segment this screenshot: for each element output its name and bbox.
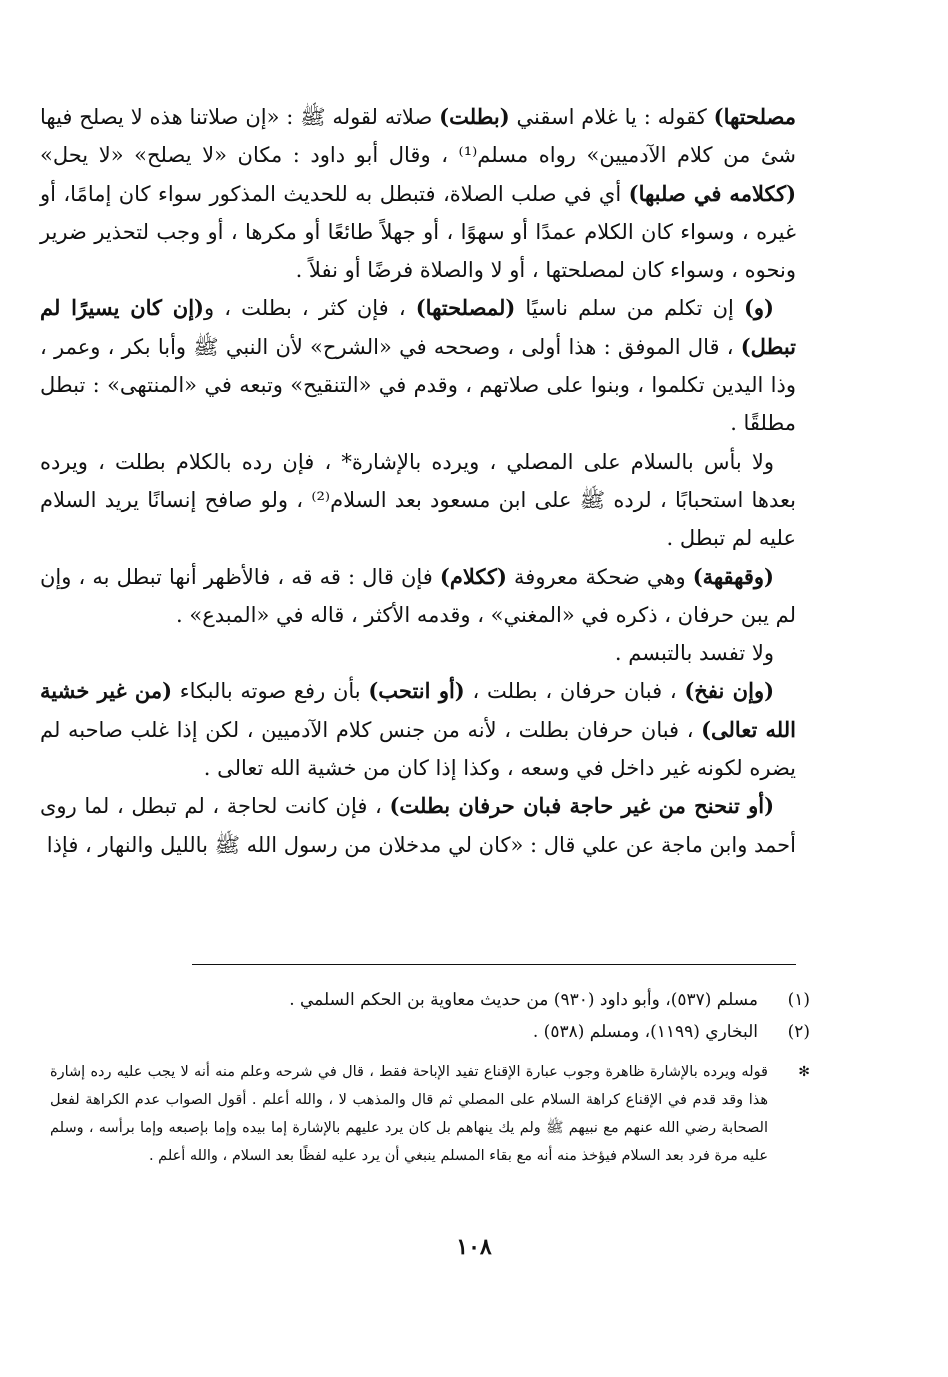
bold-matn-text: (أو تنحنح من غير حاجة فبان حرفان بطلت) [389,793,775,819]
sharh-text: وهي ضحكة معروفة [506,564,693,589]
footnote-number: (١) [787,990,810,1010]
marginal-note-text: قوله ويرده بالإشارة ظاهرة وجوب عبارة الإقناع تفيد الإباحة فقط ، قال في شرحه وعلم منه أنه لا يجب عليه رده إشارة هذا وقد قدم في الإقناع كراهة السلام على المصلي ثم قال والمذهب لا ، والله أعلم . أقول الصواب عدم الكراهة لفعل الصحابة رضي الله عنهم مع نبيهم ﷺ ولم يك ينهاهم بل كان يرد عليهم بالإشارة إما بيده وإما بإصبعه وإما برأسه ، وسلم عليه مرة فرد بعد السلام فيؤخذ منه أنه مع بقاء المسلم ينبغي أن يرد عليه لفظًا بعد السلام ، والله أعلم . [50,1064,768,1164]
paragraph [40,787,796,864]
page-body [40,98,796,864]
sharh-text: صلاته لقوله ﷺ : «إن صلاتنا هذه لا يصلح فيها شئ من كلام الآدميين» رواه مسلم⁽¹⁾ ، وقال أبو داود : مكان «لا يصلح» «لا يحل» [40,105,796,168]
footnote-text: البخاري (١١٩٩)، ومسلم (٥٣٨) . [532,1022,758,1042]
paragraph [40,634,796,672]
sharh-text: ولا تفسد بالتبسم . [614,641,774,666]
sharh-text: ، فإن كثر ، بطلت ، و [204,296,416,321]
asterisk-icon: ✻ [798,1064,810,1080]
footnote-number: (٢) [787,1022,810,1042]
bold-matn-text: (و) [743,295,774,321]
bold-matn-text: (من غير خشية الله تعالى) [40,678,796,742]
sharh-text: ، قال الموفق : هذا أولى ، وصححه في «الشرح» لأن النبي ﷺ وأبا بكر ، وعمر ، وذا اليدين تكلموا ، وبنوا على صلاتهم ، وقدم في «التنقيح» وتبعه في «المنتهى» : تبطل مطلقًا . [40,334,796,436]
footnote-1 [40,984,810,1016]
paragraph [40,443,796,558]
paragraph [40,98,796,289]
bold-matn-text: مصلحتها) [713,104,796,129]
footnote-2 [40,1016,810,1048]
page-number: ١٠٨ [456,1234,492,1260]
sharh-text: فإن قال : قه قه ، فالأظهر أنها تبطل به ، وإن لم يبن حرفان ، ذكره في «المغني» ، وقدمه الأكثر ، قاله في «المبدع» . [40,564,796,627]
sharh-text: ، فبان حرفان بطلت ، لأنه من جنس كلام الآدميين ، لكن إذا غلب صاحبه لم يضره لكونه غير داخل في وسعه ، وكذا إذا كان من خشية الله تعالى . [40,717,796,781]
bold-matn-text: (إن كان يسيرًا لم تبطل) [40,295,796,359]
sharh-text: ، فإن كانت لحاجة ، لم تبطل ، لما روى أحمد وابن ماجة عن علي قال : «كان لي مدخلان من رسول الله ﷺ بالليل والنهار ، فإذا [40,794,796,857]
sharh-text: كقوله : يا غلام اسقني [509,105,714,129]
sharh-text: إن تكلم من سلم ناسيًا [515,296,744,321]
paragraph [40,672,796,787]
bold-matn-text: (لمصلحتها) [415,295,516,321]
bold-matn-text: (أو انتحب) [368,678,465,704]
sharh-text: ولا بأس بالسلام على المصلي ، ويرده بالإشارة* ، فإن رده بالكلام بطلت ، ويرده بعدها استحبابًا ، لرده ﷺ على ابن مسعود بعد السلام⁽²⁾ ، ولو صافح إنسانًا يريد السلام عليه لم تبطل . [40,449,796,551]
sharh-text: بأن رفع صوته بالبكاء [172,679,369,704]
marginal-note [50,1058,810,1170]
main-text [40,98,796,864]
footnote-text: مسلم (٥٣٧)، وأبو داود (٩٣٠) من حديث معاوية بن الحكم السلمي . [289,990,758,1010]
paragraph [40,558,796,635]
footnotes [40,984,810,1048]
bold-matn-text: (بطلت) [439,104,510,129]
bold-matn-text: (وقهقهة) [692,563,774,589]
sharh-text: أي في صلب الصلاة، فتبطل به للحديث المذكور سواء كان إمامًا، أو غيره ، وسواء كان الكلام عمدًا أو سهوًا ، أو جهلاً طائعًا أو مكرها ، أو وجب لتحذير ضرير ونحوه ، وسواء كان لمصلحتها ، أو لا والصلاة فرضًا أو نفلاً . [40,181,796,283]
paragraph [40,289,796,442]
bold-matn-text: (وإن نفخ) [684,678,775,704]
sharh-text: ، فبان حرفان ، بطلت ، [464,679,685,704]
bold-matn-text: (ككلام) [439,563,507,589]
footnote-divider [192,964,796,965]
bold-matn-text: (ككلامه في صلبها) [628,180,797,206]
